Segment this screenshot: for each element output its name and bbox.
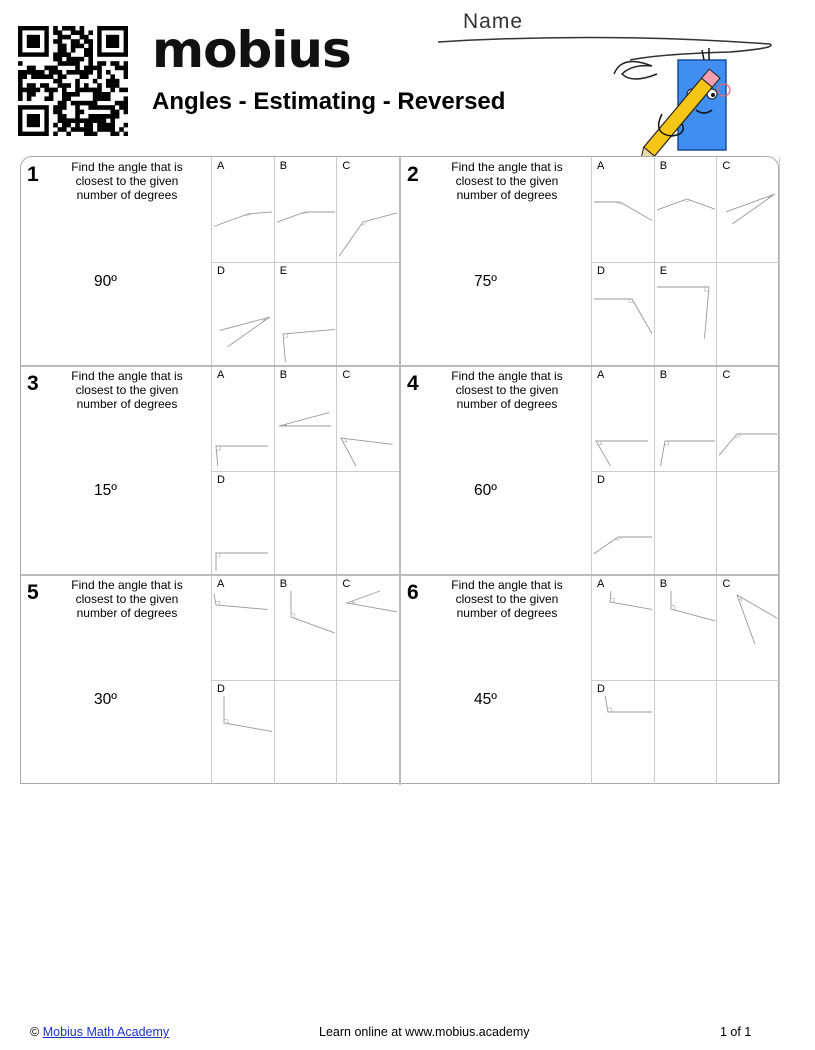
angle-marker [683, 200, 691, 201]
angle-arms [283, 329, 335, 362]
question-number: 1 [27, 163, 39, 186]
angle-drawing [655, 262, 717, 366]
angle-drawing [337, 575, 399, 679]
angle-arms [657, 287, 709, 339]
angle-option-d[interactable] [592, 262, 654, 366]
angle-arms [671, 591, 715, 621]
angle-option-b[interactable] [275, 575, 337, 679]
angle-option-c[interactable] [337, 575, 399, 679]
angle-arms [657, 199, 715, 210]
question-instruction: Find the angle that is closest to the given number of degrees [451, 369, 563, 411]
target-degrees: 90º [94, 273, 117, 290]
target-degrees: 15º [94, 482, 117, 499]
question-cell [21, 157, 400, 366]
question-instruction: Find the angle that is closest to the given number of degrees [451, 160, 563, 202]
angle-option-a[interactable] [212, 157, 274, 261]
option-label: A [597, 578, 605, 590]
option-label: E [659, 264, 668, 277]
option-label: C [342, 160, 351, 172]
option-label: C [722, 160, 731, 172]
option-label: B [279, 369, 288, 381]
option-label: C [342, 369, 351, 381]
angle-arms [594, 202, 652, 220]
angle-arms [737, 595, 777, 644]
qr-code-icon [18, 26, 128, 136]
angle-drawing [275, 366, 337, 470]
option-label: D [217, 264, 225, 277]
angle-drawing [212, 157, 274, 261]
angle-arms [214, 594, 268, 610]
angle-marker [704, 287, 708, 291]
option-label: A [217, 160, 225, 172]
angle-option-c[interactable] [717, 366, 779, 470]
name-label: Name [463, 10, 524, 33]
questions-grid [20, 156, 779, 784]
angle-arms [339, 213, 397, 256]
worksheet-title: Angles - Estimating - Reversed [152, 88, 506, 115]
target-degrees: 60º [474, 482, 497, 499]
target-degrees: 75º [474, 273, 497, 290]
angle-option-c[interactable] [337, 366, 399, 470]
option-label: D [597, 682, 605, 695]
mascot-with-pencil-icon [612, 44, 742, 156]
angle-drawing [275, 262, 337, 366]
angle-drawing [275, 157, 337, 261]
question-instruction: Find the angle that is closest to the given number of degrees [71, 369, 183, 411]
angle-drawing [717, 575, 779, 679]
question-cell [401, 575, 780, 784]
angle-option-c[interactable] [337, 157, 399, 261]
angle-arms [727, 194, 776, 224]
angle-arms [220, 317, 270, 347]
option-label: A [217, 578, 225, 590]
angle-option-b[interactable] [655, 157, 717, 261]
angle-drawing [592, 471, 654, 575]
angle-arms [291, 591, 335, 633]
angle-arms [347, 591, 397, 612]
angle-option-d[interactable] [592, 471, 654, 575]
angle-drawing [275, 575, 337, 679]
angle-arms [596, 441, 648, 466]
angle-option-d[interactable] [212, 471, 274, 575]
angle-marker [598, 441, 602, 444]
footer-learn-online: Learn online at www.mobius.academy [319, 1025, 530, 1039]
angle-option-b[interactable] [275, 366, 337, 470]
angle-drawing [337, 366, 399, 470]
question-cell [21, 575, 400, 784]
option-label: A [597, 369, 605, 381]
row-divider [21, 574, 778, 576]
question-number: 5 [27, 581, 39, 604]
angle-option-b[interactable] [655, 366, 717, 470]
option-label: A [597, 160, 605, 172]
question-cell [401, 157, 780, 366]
footer-copyright [30, 1025, 169, 1039]
angle-option-c[interactable] [717, 575, 779, 679]
angle-option-c[interactable] [717, 157, 779, 261]
angle-drawing [212, 575, 274, 679]
option-label: D [597, 264, 605, 277]
option-label: D [597, 473, 605, 486]
angle-arms [660, 441, 714, 466]
option-label: B [279, 160, 288, 172]
angle-arms [341, 438, 393, 466]
option-label: B [659, 160, 668, 172]
angle-marker [216, 446, 220, 450]
footer-page-number: 1 of 1 [720, 1025, 752, 1039]
option-label: D [217, 473, 225, 486]
angle-option-d[interactable] [212, 262, 274, 366]
option-label: C [342, 578, 351, 590]
question-instruction: Find the angle that is closest to the given number of degrees [71, 160, 183, 202]
angle-option-a[interactable] [592, 366, 654, 470]
question-number: 3 [27, 372, 39, 395]
option-label: C [722, 578, 731, 590]
angle-drawing [212, 471, 274, 575]
question-number: 6 [407, 581, 419, 604]
option-label: A [217, 369, 225, 381]
mobius-academy-link[interactable]: Mobius Math Academy [42, 1025, 170, 1039]
angle-arms [277, 212, 335, 222]
option-label: B [659, 369, 668, 381]
angle-arms [216, 446, 268, 466]
angle-option-e[interactable] [275, 262, 337, 366]
angle-option-a[interactable] [212, 366, 274, 470]
angle-option-e[interactable] [655, 262, 717, 366]
question-instruction: Find the angle that is closest to the given number of degrees [451, 578, 563, 620]
question-number: 4 [407, 372, 419, 395]
option-label: B [279, 578, 288, 590]
angle-option-b[interactable] [655, 575, 717, 679]
angle-drawing [592, 262, 654, 366]
angle-drawing [655, 157, 717, 261]
angle-drawing [717, 157, 779, 261]
angle-arms [224, 696, 272, 731]
angle-option-a[interactable] [212, 575, 274, 679]
angle-option-a[interactable] [592, 575, 654, 679]
target-degrees: 45º [474, 691, 497, 708]
angle-option-d[interactable] [212, 680, 274, 784]
angle-arms [719, 434, 777, 455]
option-label: C [722, 369, 731, 381]
angle-option-a[interactable] [592, 157, 654, 261]
angle-drawing [717, 366, 779, 470]
question-instruction: Find the angle that is closest to the given number of degrees [71, 578, 183, 620]
angle-drawing [592, 575, 654, 679]
logo-text: mobius [152, 21, 351, 79]
angle-drawing [592, 680, 654, 784]
copyright-symbol: © [30, 1025, 40, 1039]
angle-drawing [212, 366, 274, 470]
angle-option-d[interactable] [592, 680, 654, 784]
angle-marker [351, 602, 355, 604]
mobius-logo [152, 20, 351, 80]
angle-marker [216, 553, 220, 557]
angle-drawing [655, 366, 717, 470]
question-cell [401, 366, 780, 575]
angle-drawing [592, 157, 654, 261]
angle-arms [605, 696, 652, 712]
angle-drawing [655, 575, 717, 679]
angle-arms [279, 413, 331, 426]
angle-arms [594, 299, 652, 334]
angle-drawing [212, 262, 274, 366]
question-cell [21, 366, 400, 575]
option-label: D [217, 682, 225, 695]
angle-arms [214, 212, 272, 226]
column-divider [399, 157, 401, 785]
angle-arms [610, 591, 652, 609]
angle-arms [594, 537, 652, 554]
angle-drawing [592, 366, 654, 470]
option-label: E [279, 264, 288, 277]
question-number: 2 [407, 163, 419, 186]
option-label: B [659, 578, 668, 590]
angle-drawing [337, 157, 399, 261]
row-divider [21, 365, 778, 367]
angle-drawing [212, 680, 274, 784]
angle-arms [216, 553, 268, 571]
angle-option-b[interactable] [275, 157, 337, 261]
target-degrees: 30º [94, 691, 117, 708]
